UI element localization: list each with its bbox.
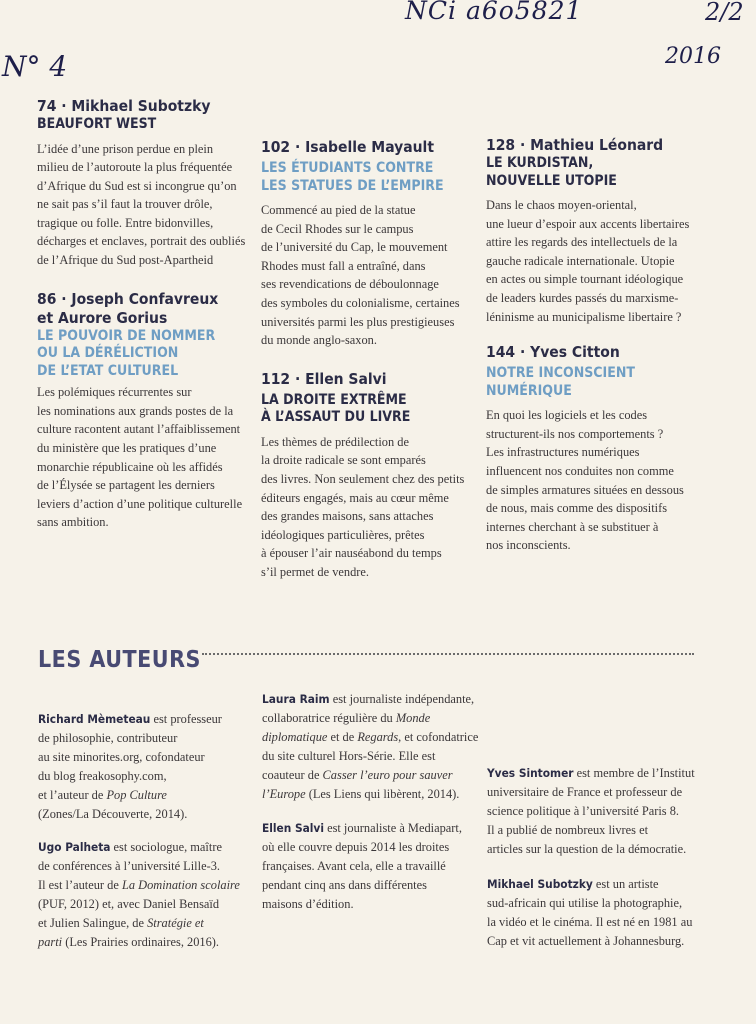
article-number-author: 102 · Isabelle Mayault	[261, 138, 434, 156]
article-title: LE KURDISTAN, NOUVELLE UTOPIE	[486, 155, 617, 189]
handwritten-issue-number: N° 4	[2, 50, 68, 83]
heading-dotted-rule	[202, 653, 694, 655]
author-name: Laura Raim	[262, 692, 330, 706]
article-title: BEAUFORT WEST	[37, 116, 157, 132]
article-summary: Dans le chaos moyen-oriental, une lueur d’espoir aux accents libertaires attire les regards des intellectuels de la gauche radicale internationale. Utopie en actes ou simple tournant idéologique de leaders kurdes passés du marxisme- léninisme au municipalisme libertaire ?	[486, 198, 690, 324]
article-summary: En quoi les logiciels et les codes structurent-ils nos comportements ? Les infrastructures numériques influencent nos conduites non comme de simples armatures situées en dessous de nous, mais comme des dispositifs internes cherchant à se substituer à nos inconscients.	[486, 408, 684, 553]
author-bio-raim: Laura Raim est journaliste indépendante, collaboratrice régulière du Monde diplomatique et de Regards, et cofondatrice du site culturel Hors-Série. Elle est coauteur de Casser l’euro pour sauver l’Europe (Les Liens qui libèrent, 2014).	[262, 692, 479, 801]
summary-column-3	[486, 136, 706, 555]
article-number-author: 112 · Ellen Salvi	[261, 369, 387, 388]
article-number-author: 144 · Yves Citton	[486, 343, 620, 362]
article-summary: Les polémiques récurrentes sur les nominations aux grands postes de la culture racontent autant l’affaiblissement du ministère que les pratiques d’une monarchie républicaine où les affidés de l’Élysée se partagent les derniers leviers d’action d’une politique culturelle sans ambition.	[37, 385, 243, 530]
handwritten-year: 2016	[665, 44, 721, 69]
author-name: Richard Mèmeteau	[38, 712, 151, 726]
article-summary: Commencé au pied de la statue de Cecil Rhodes sur le campus de l’université du Cap, le mouvement Rhodes must fall a entraîné, dans ses revendications de déboulonnage des symboles du colonialisme, certaines universités parmi les plus prestigieuses du monde anglo-saxon.	[261, 203, 460, 348]
summary-column-1	[37, 97, 257, 532]
author-name: Ellen Salvi	[262, 821, 324, 835]
handwritten-page-count: 2/2	[705, 0, 744, 26]
article-number-author: 74 · Mikhael Subotzky	[37, 97, 211, 115]
author-bio-salvi: Ellen Salvi est journaliste à Mediapart, où elle couvre depuis 2014 les droites françaises. Avant cela, elle a travaillé pendant cinq ans dans différentes maisons d’édition.	[262, 821, 462, 911]
article-128	[486, 136, 706, 326]
article-112	[261, 370, 481, 582]
article-coauthor: et Aurore Gorius	[37, 308, 168, 327]
summary-column-2	[261, 138, 481, 582]
article-title: LE POUVOIR DE NOMMER OU LA DÉRÉLICTION DE L’ETAT CULTUREL	[37, 327, 216, 379]
authors-heading: LES AUTEURS	[38, 647, 201, 673]
article-74	[37, 97, 257, 270]
article-number-author: 128 · Mathieu Léonard	[486, 136, 664, 154]
handwritten-reference: NCi a6o5821	[405, 0, 583, 25]
article-title: NOTRE INCONSCIENT NUMÉRIQUE	[486, 365, 635, 399]
article-86	[37, 290, 257, 532]
article-number-author: 86 · Joseph Confavreux	[37, 289, 219, 308]
author-name: Yves Sintomer	[487, 766, 574, 780]
author-bio-subotzky: Mikhael Subotzky est un artiste sud-africain qui utilise la photographie, la vidéo et le cinéma. Il est né en 1981 au Cap et vit actuellement à Johannesburg.	[487, 877, 693, 948]
article-summary: L’idée d’une prison perdue en plein milieu de l’autoroute la plus fréquentée d’Afrique du Sud est si incongrue qu’on ne sait pas s’il faut la trouver drôle, tragique ou folle. Entre bidonvilles, décharges et enclaves, portrait des oubliés de l’Afrique du Sud post-Apartheid	[37, 141, 246, 268]
author-name: Mikhael Subotzky	[487, 877, 593, 891]
author-bio-sintomer: Yves Sintomer est membre de l’Institut universitaire de France et professeur de science politique à l’université Paris 8. Il a publié de nombreux livres et articles sur la question de la démocratie.	[487, 766, 695, 856]
author-name: Ugo Palheta	[38, 840, 111, 854]
author-bio-palheta: Ugo Palheta est sociologue, maître de conférences à l’université Lille-3. Il est l’auteur de La Domination scolaire (PUF, 2012) et, avec Daniel Bensaïd et Julien Salingue, de Stratégie et parti (Les Prairies ordinaires, 2016).	[38, 840, 240, 949]
article-summary: Les thèmes de prédilection de la droite radicale se sont emparés des livres. Non seulement chez des petits éditeurs engagés, mais au cœur même des grandes maisons, sans attaches idéologiques particulières, prêtes à épouser l’air nauséabond du temps s’il permet de vendre.	[261, 434, 465, 579]
article-title: LES ÉTUDIANTS CONTRE LES STATUES DE L’EMPIRE	[261, 160, 444, 194]
article-title: LA DROITE EXTRÊME À L’ASSAUT DU LIVRE	[261, 391, 411, 426]
article-102	[261, 138, 481, 350]
article-144	[486, 343, 706, 555]
author-bio-memeteau: Richard Mèmeteau est professeur de philosophie, contributeur au site minorites.org, cofondateur du blog freakosophy.com, et l’auteur de Pop Culture (Zones/La Découverte, 2014).	[38, 712, 222, 821]
